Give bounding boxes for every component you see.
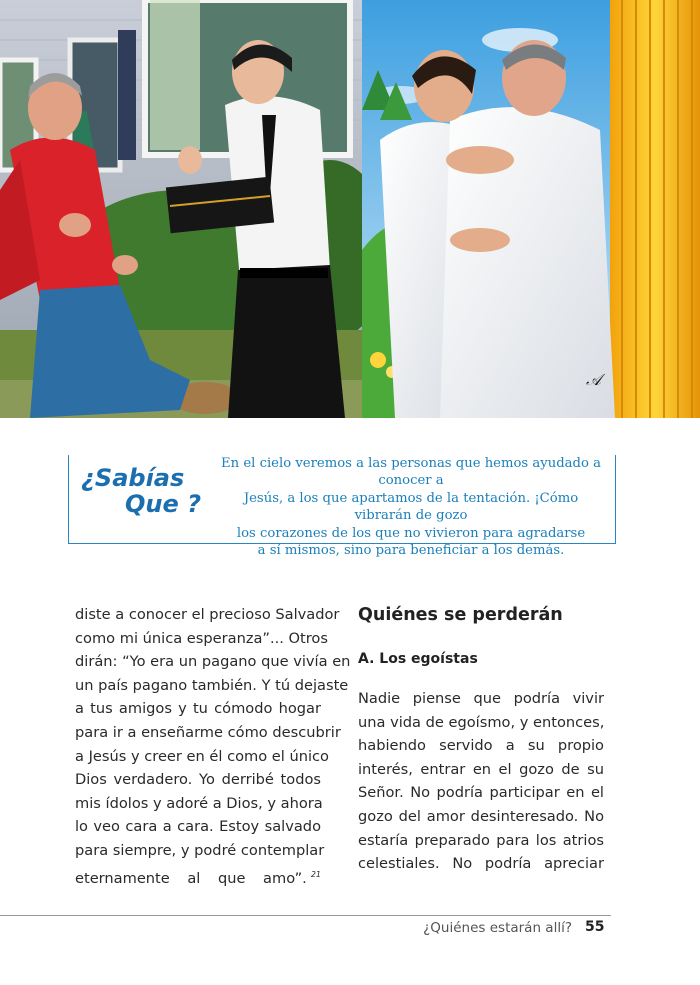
left-scene (0, 0, 390, 418)
footnote-marker: 21 (310, 869, 321, 879)
body-line: un país pagano también. Y tú dejaste (75, 676, 349, 694)
artist-signature-icon: 𝒜 (586, 370, 602, 389)
did-you-know-box (68, 455, 616, 559)
right-column-text (358, 603, 604, 876)
did-you-know-line: a sí mismos, sino para beneficiar a los demás. (257, 543, 565, 559)
did-you-know-line: En el cielo veremos a las personas que hemos ayudado a conocer a (221, 456, 601, 489)
body-line: lo veo cara a cara. Estoy salvado (75, 818, 321, 836)
body-line: a tus amigos y tu cómodo hogar (75, 700, 321, 718)
subsection-heading: A. Los egoístas (358, 651, 478, 667)
body-line: celestiales. No podría apreciar (358, 855, 604, 873)
section-heading: Quiénes se perderán (358, 605, 563, 625)
body-line: Nadie piense que podría vivir (358, 690, 604, 707)
golden-gate (610, 0, 700, 418)
right-scene (362, 0, 700, 418)
footer-divider (0, 915, 611, 916)
did-you-know-title-line1: ¿Sabías (81, 464, 185, 492)
body-line: diste a conocer el precioso Salvador (75, 606, 340, 623)
left-column-text (75, 603, 351, 890)
body-line: a Jesús y creer en él como el único (75, 747, 329, 765)
body-line: una vida de egoísmo, y entonces, (358, 713, 605, 731)
body-line: habiendo servido a su propio (358, 737, 604, 755)
body-line: para siempre, y podré contemplar (75, 841, 325, 859)
did-you-know-line: Jesús, a los que apartamos de la tentación. ¡Cómo vibrarán de gozo (243, 490, 579, 524)
did-you-know-title-line2: Que ? (125, 490, 202, 518)
body-line: estaría preparado para los atrios (358, 831, 604, 849)
running-footer-title: ¿Quiénes estarán allí? (423, 920, 572, 936)
body-line: dirán: “Yo era un pagano que vivía en (75, 653, 351, 671)
body-line: Señor. No podría participar en el (358, 784, 604, 802)
cover-illustration (0, 0, 700, 418)
body-line-text: eternamente al que amo”. (75, 869, 307, 887)
did-you-know-text (219, 455, 603, 559)
did-you-know-title (81, 465, 211, 517)
did-you-know-line: los corazones de los que no vivieron para agradarse (236, 525, 586, 541)
body-paragraph (358, 687, 604, 876)
body-line-last (75, 863, 321, 890)
body-line: gozo del amor desinteresado. No (358, 807, 604, 825)
body-line: interés, entrar en el gozo de su (358, 760, 604, 778)
body-line: para ir a enseñarme cómo descubrir (75, 723, 341, 741)
body-line: como mi única esperanza”... Otros (75, 629, 328, 647)
body-line: Dios verdadero. Yo derribé todos (75, 771, 321, 789)
page-number: 55 (585, 919, 605, 935)
body-line: mis ídolos y adoré a Dios, y ahora (75, 794, 323, 812)
